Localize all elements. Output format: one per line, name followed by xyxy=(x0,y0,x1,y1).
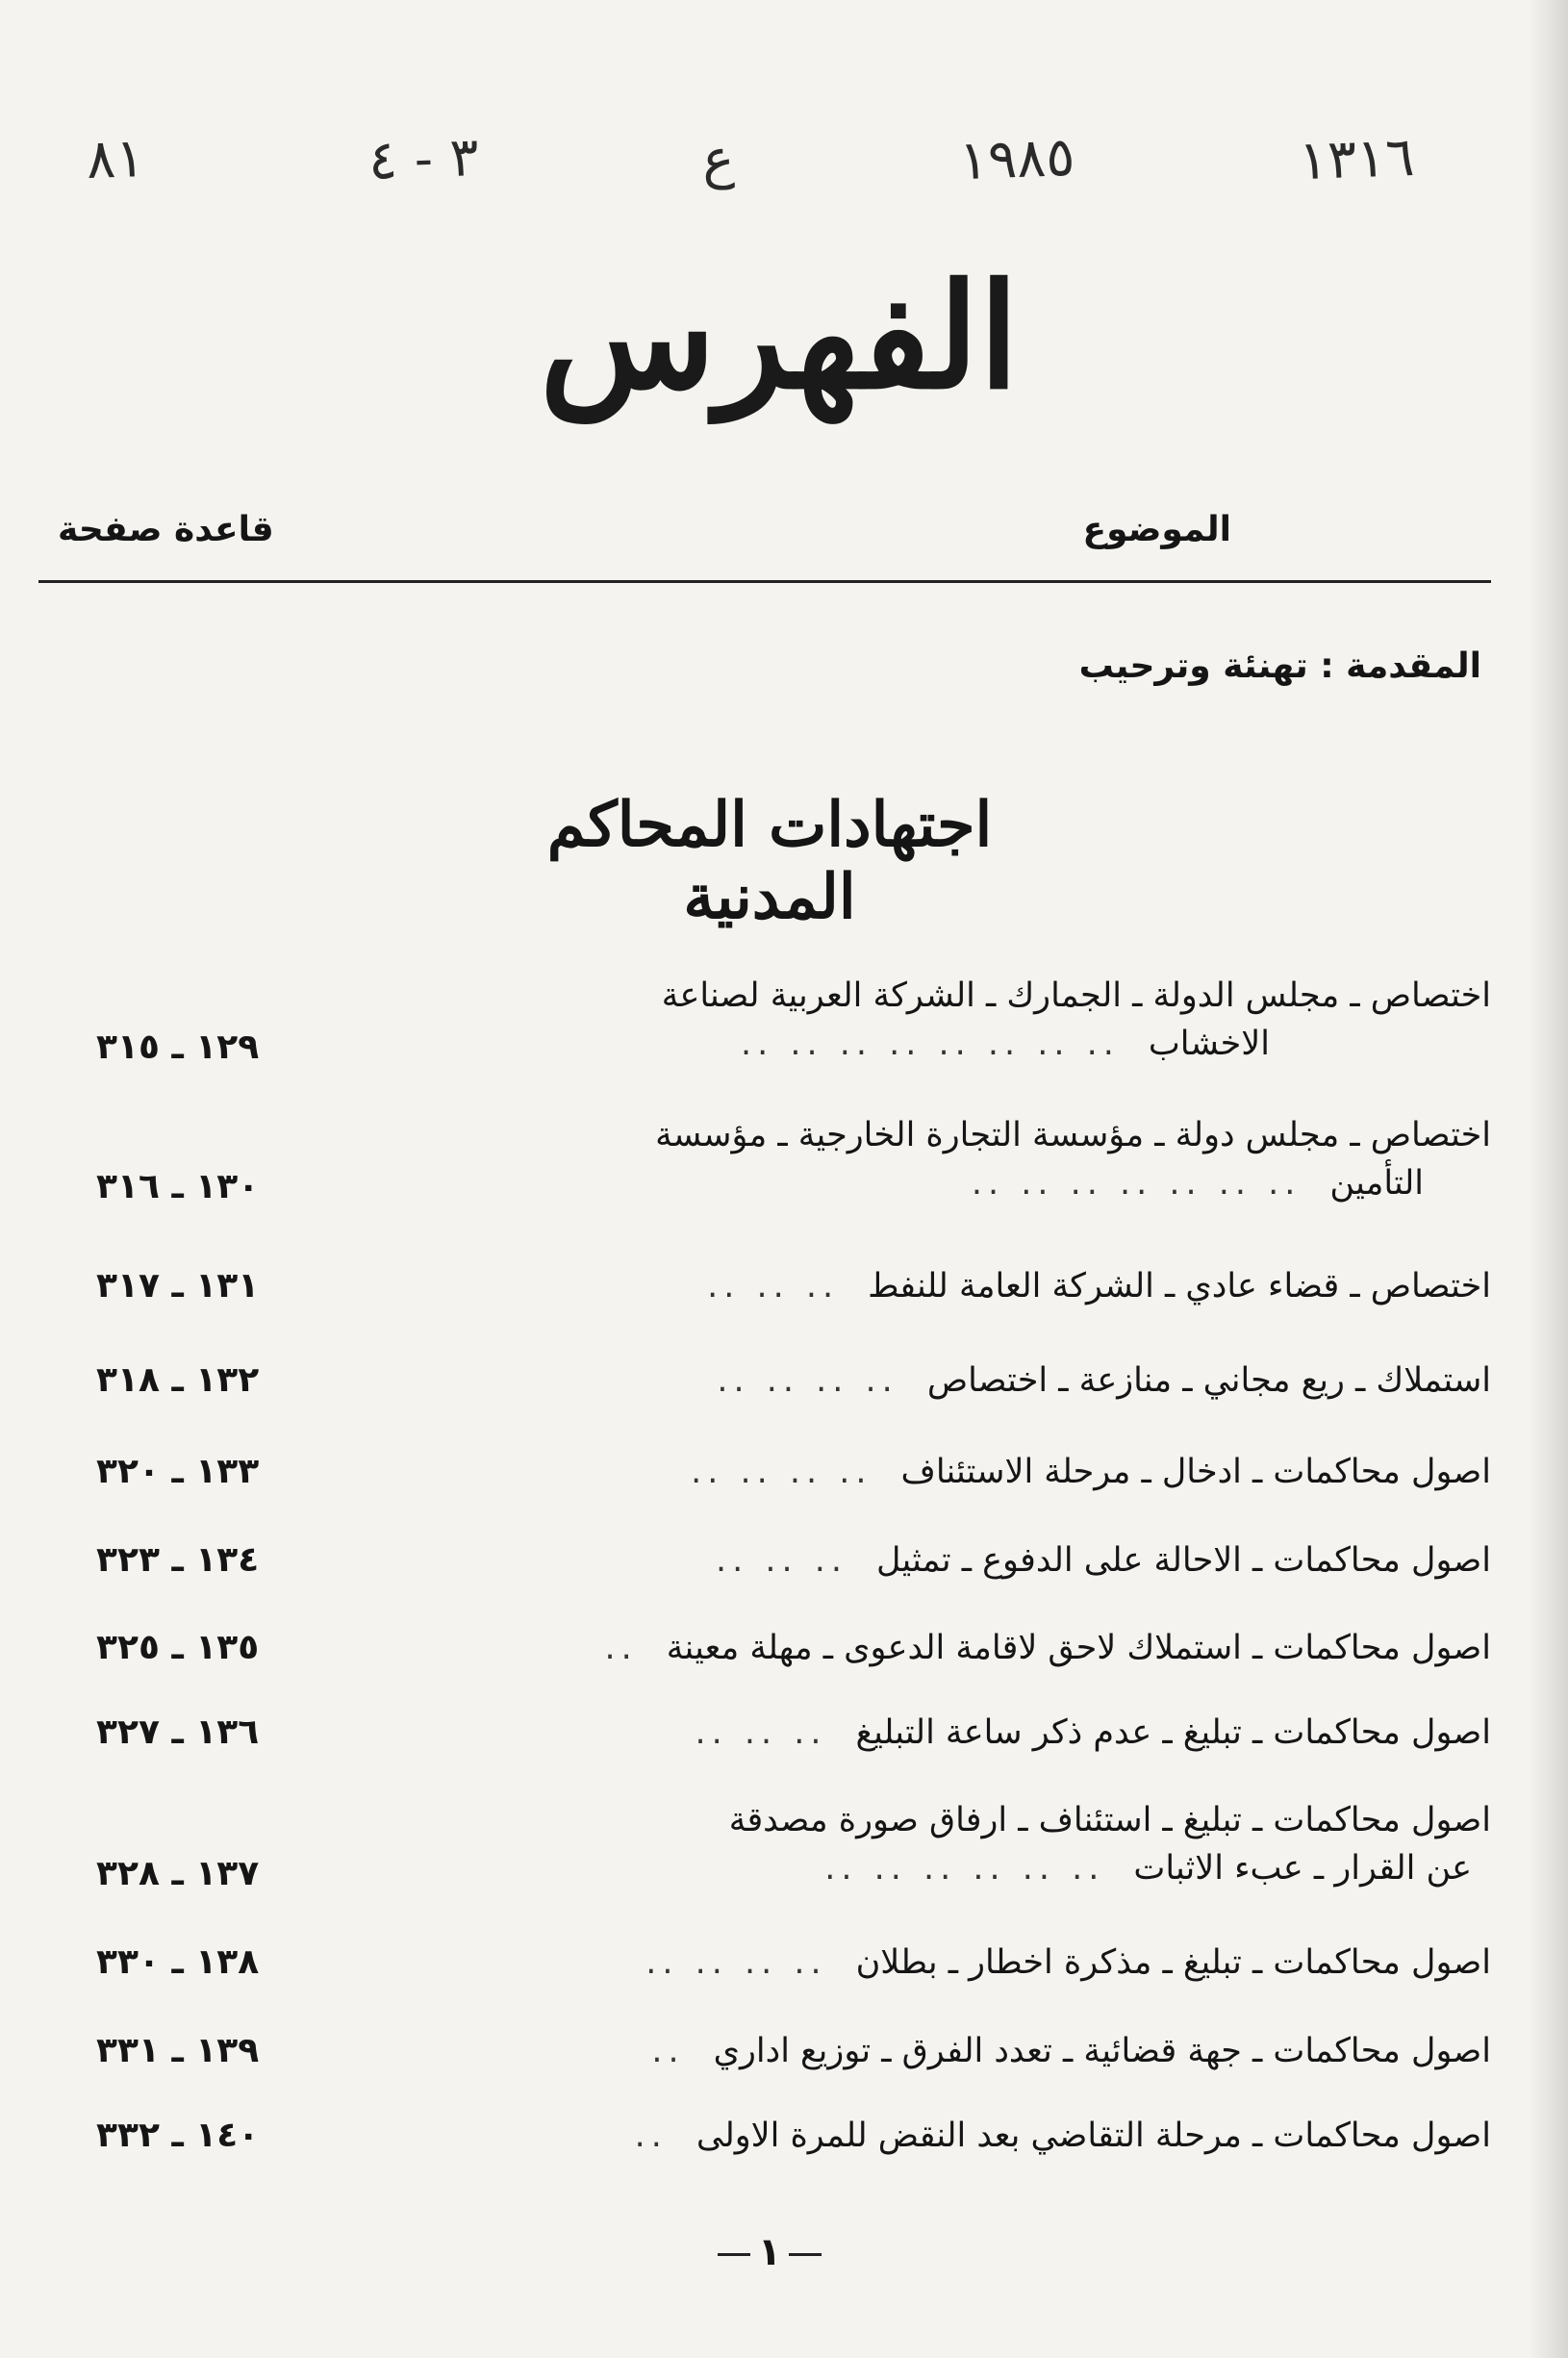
base-number: ١٣١ xyxy=(195,1266,260,1306)
entry-text: اختصاص ـ قضاء عادي ـ الشركة العامة للنفط xyxy=(868,1267,1491,1306)
leader-dots: .. .. .. xyxy=(707,1267,840,1306)
page-number: ٣١٥ xyxy=(96,1027,160,1067)
page-title: الفهرس xyxy=(539,252,1020,421)
handwritten-item: ٣ - ٤ xyxy=(367,125,480,192)
index-entry xyxy=(77,1939,1491,1987)
base-number: ١٣٤ xyxy=(195,1540,260,1580)
leader-dots: .. .. .. .. xyxy=(717,1361,898,1400)
base-number: ١٣٣ xyxy=(195,1452,260,1491)
header-divider xyxy=(38,580,1491,583)
entry-text: اصول محاكمات ـ استملاك لاحق لاقامة الدعوى ـ مهلة معينة xyxy=(666,1629,1491,1667)
page-number: ٣١٧ xyxy=(96,1266,160,1306)
base-number: ١٣٢ xyxy=(195,1360,260,1400)
base-page-numbers: ١٣٧ ـ ٣٢٨ xyxy=(96,1854,260,1893)
handwritten-note xyxy=(87,115,1414,202)
entry-text: اصول محاكمات ـ الاحالة على الدفوع ـ تمثيل xyxy=(876,1541,1491,1580)
base-page-numbers: ١٣٢ ـ ٣١٨ xyxy=(96,1360,260,1400)
index-entry xyxy=(77,1536,1491,1585)
base-page-numbers: ١٤٠ ـ ٣٣٢ xyxy=(96,2116,260,2155)
footer-dash xyxy=(789,2253,822,2256)
handwritten-item: ع xyxy=(701,126,736,191)
entry-text: عن القرار ـ عبء الاثبات xyxy=(1133,1849,1472,1888)
page-number: ٣٣٠ xyxy=(96,1942,160,1982)
index-entry xyxy=(77,2112,1491,2160)
entry-text: اصول محاكمات ـ تبليغ ـ مذكرة اخطار ـ بطلان xyxy=(855,1943,1491,1982)
base-page-numbers: ١٣٠ ـ ٣١٦ xyxy=(96,1167,260,1206)
base-number: ١٣٨ xyxy=(195,1942,260,1982)
base-number: ١٣٠ xyxy=(195,1167,260,1206)
base-page-numbers: ١٣٤ ـ ٣٢٣ xyxy=(96,1540,260,1580)
leader-dots: .. .. .. .. .. .. .. .. xyxy=(740,1025,1120,1063)
handwritten-item: ١٩٨٥ xyxy=(957,125,1076,192)
page-footer xyxy=(673,2230,866,2274)
base-page-numbers: ١٢٩ ـ ٣١٥ xyxy=(96,1027,260,1067)
page-number: ٣٢٧ xyxy=(96,1712,160,1752)
base-page-header: قاعدة صفحة xyxy=(58,510,274,549)
footer-page-number: ١ xyxy=(757,2230,782,2274)
leader-dots: .. .. .. .. xyxy=(691,1453,873,1491)
leader-dots: .. .. .. .. .. .. xyxy=(824,1849,1105,1888)
entry-text: اصول محاكمات ـ جهة قضائية ـ تعدد الفرق ـ توزيع اداري xyxy=(713,2032,1491,2070)
leader-dots: .. xyxy=(604,1629,638,1667)
base-page-numbers: ١٣١ ـ ٣١٧ xyxy=(96,1266,260,1306)
base-page-numbers: ١٣٣ ـ ٣٢٠ xyxy=(96,1452,260,1491)
base-page-numbers: ١٣٥ ـ ٣٢٥ xyxy=(96,1628,260,1667)
base-page-numbers: ١٣٩ ـ ٣٣١ xyxy=(96,2031,260,2070)
index-entry xyxy=(77,972,1491,1068)
page-number: ٣٣١ xyxy=(96,2031,160,2070)
index-entry xyxy=(77,1796,1491,1892)
leader-dots: .. .. .. .. xyxy=(645,1943,827,1982)
index-entry xyxy=(77,1356,1491,1405)
subject-header: الموضوع xyxy=(1082,510,1231,549)
handwritten-item: ١٣١٦ xyxy=(1297,125,1416,192)
index-entry xyxy=(77,1624,1491,1672)
entry-text: استملاك ـ ريع مجاني ـ منازعة ـ اختصاص xyxy=(926,1361,1491,1400)
page-number: ٣١٦ xyxy=(96,1167,160,1206)
base-page-numbers: ١٣٦ ـ ٣٢٧ xyxy=(96,1712,260,1752)
index-entry xyxy=(77,1262,1491,1310)
page-number: ٣٢٨ xyxy=(96,1854,160,1893)
index-entry xyxy=(77,1709,1491,1757)
footer-dash xyxy=(718,2253,750,2256)
base-number: ١٣٩ xyxy=(195,2031,260,2070)
leader-dots: .. .. .. xyxy=(695,1713,827,1752)
entry-text: اختصاص ـ مجلس دولة ـ مؤسسة التجارة الخارجية ـ مؤسسة xyxy=(655,1116,1491,1154)
entry-text: اختصاص ـ مجلس الدولة ـ الجمارك ـ الشركة العربية لصناعة xyxy=(661,976,1491,1015)
page-number: ٣٢٥ xyxy=(96,1628,160,1667)
page-number: ٣١٨ xyxy=(96,1360,160,1400)
leader-dots: .. xyxy=(634,2117,668,2155)
page-number: ٣٢٣ xyxy=(96,1540,160,1580)
leader-dots: .. .. .. .. .. .. .. xyxy=(971,1164,1302,1203)
base-number: ١٤٠ xyxy=(195,2116,260,2155)
entry-text: التأمين xyxy=(1329,1164,1424,1203)
index-entry xyxy=(77,2027,1491,2075)
index-entry xyxy=(77,1448,1491,1496)
base-number: ١٣٧ xyxy=(195,1854,260,1893)
section-title: اجتهادات المحاكم المدنية xyxy=(546,789,993,933)
page-number: ٣٣٢ xyxy=(96,2116,160,2155)
base-number: ١٢٩ xyxy=(195,1027,260,1067)
base-page-numbers: ١٣٨ ـ ٣٣٠ xyxy=(96,1942,260,1982)
column-header xyxy=(38,500,1510,558)
base-number: ١٣٦ xyxy=(195,1712,260,1752)
handwritten-item: ٨١ xyxy=(85,126,146,191)
entry-text: اصول محاكمات ـ ادخال ـ مرحلة الاستئناف xyxy=(900,1453,1491,1491)
page-number: ٣٢٠ xyxy=(96,1452,160,1491)
index-entry xyxy=(77,1111,1491,1207)
entry-text: اصول محاكمات ـ مرحلة التقاضي بعد النقض للمرة الاولى xyxy=(695,2117,1491,2155)
base-number: ١٣٥ xyxy=(195,1628,260,1667)
entry-text: اصول محاكمات ـ تبليغ ـ استئناف ـ ارفاق صورة مصدقة xyxy=(728,1801,1491,1839)
intro-line: المقدمة : تهنئة وترحيب xyxy=(1078,647,1481,686)
entry-text: الاخشاب xyxy=(1148,1025,1270,1063)
leader-dots: .. .. .. xyxy=(716,1541,848,1580)
entry-text: اصول محاكمات ـ تبليغ ـ عدم ذكر ساعة التبليغ xyxy=(855,1713,1491,1752)
leader-dots: .. xyxy=(651,2032,685,2070)
